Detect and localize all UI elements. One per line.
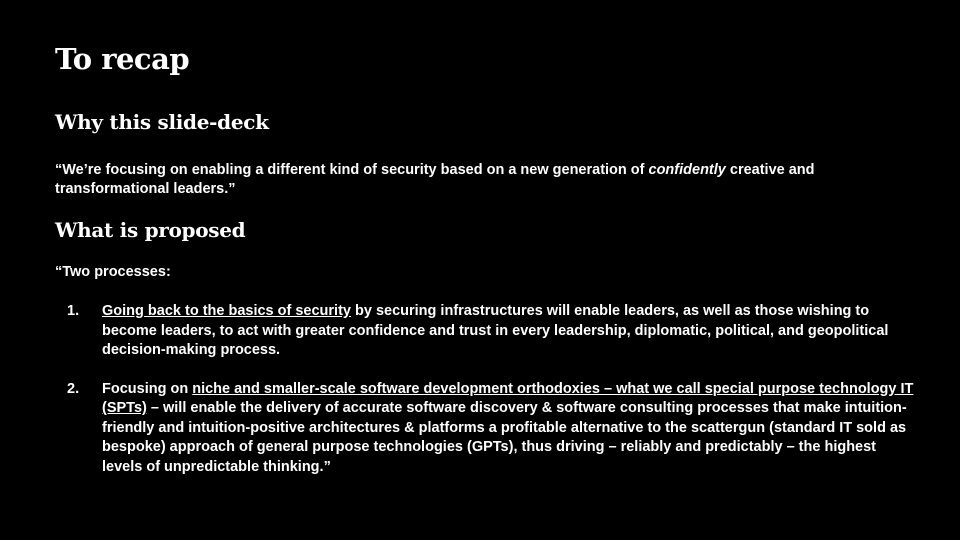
list-item-text: by securing infrastructures will enable leaders, as well as those wishing to become leaders, to act with greater confidence and trust in every leadership, diplomatic, political, and geopolitical decision-making process. [102,303,889,358]
why-quote-emphasis: confidently [648,162,726,178]
section-heading-what: What is proposed [55,218,246,242]
list-item [55,380,915,478]
slide-title: To recap [55,42,190,76]
why-quote [55,161,905,199]
list-item-number: 1. [67,303,80,319]
why-quote-end: creative and transformational leaders.” [55,162,815,197]
section-heading-why: Why this slide-deck [55,110,269,134]
list-item-prefix: Focusing on [102,380,193,397]
why-quote-start: “We’re focusing on enabling a different kind of security based on a new generation of [55,162,649,178]
basics-of-security-link[interactable]: Going back to the basics of security [102,303,351,319]
list-item-text: – will enable the delivery of accurate software discovery & software consulting processes that make intuition-friendly and intuition-positive architectures & platforms a profitable alternative to the scattergun (standard IT sold as bespoke) approach of general purpose technologies (GPTs), thus driving – reliably and predictably – the highest levels of unpredictable thinking.” [102,400,907,475]
list-item-number: 2. [67,380,80,397]
spt-link[interactable]: niche and smaller-scale software development orthodoxies – what we call special purpose technology IT (SPTs) [102,380,914,416]
list-item [55,302,915,361]
proposal-list [55,302,915,477]
proposal-intro: “Two processes: [55,264,171,280]
